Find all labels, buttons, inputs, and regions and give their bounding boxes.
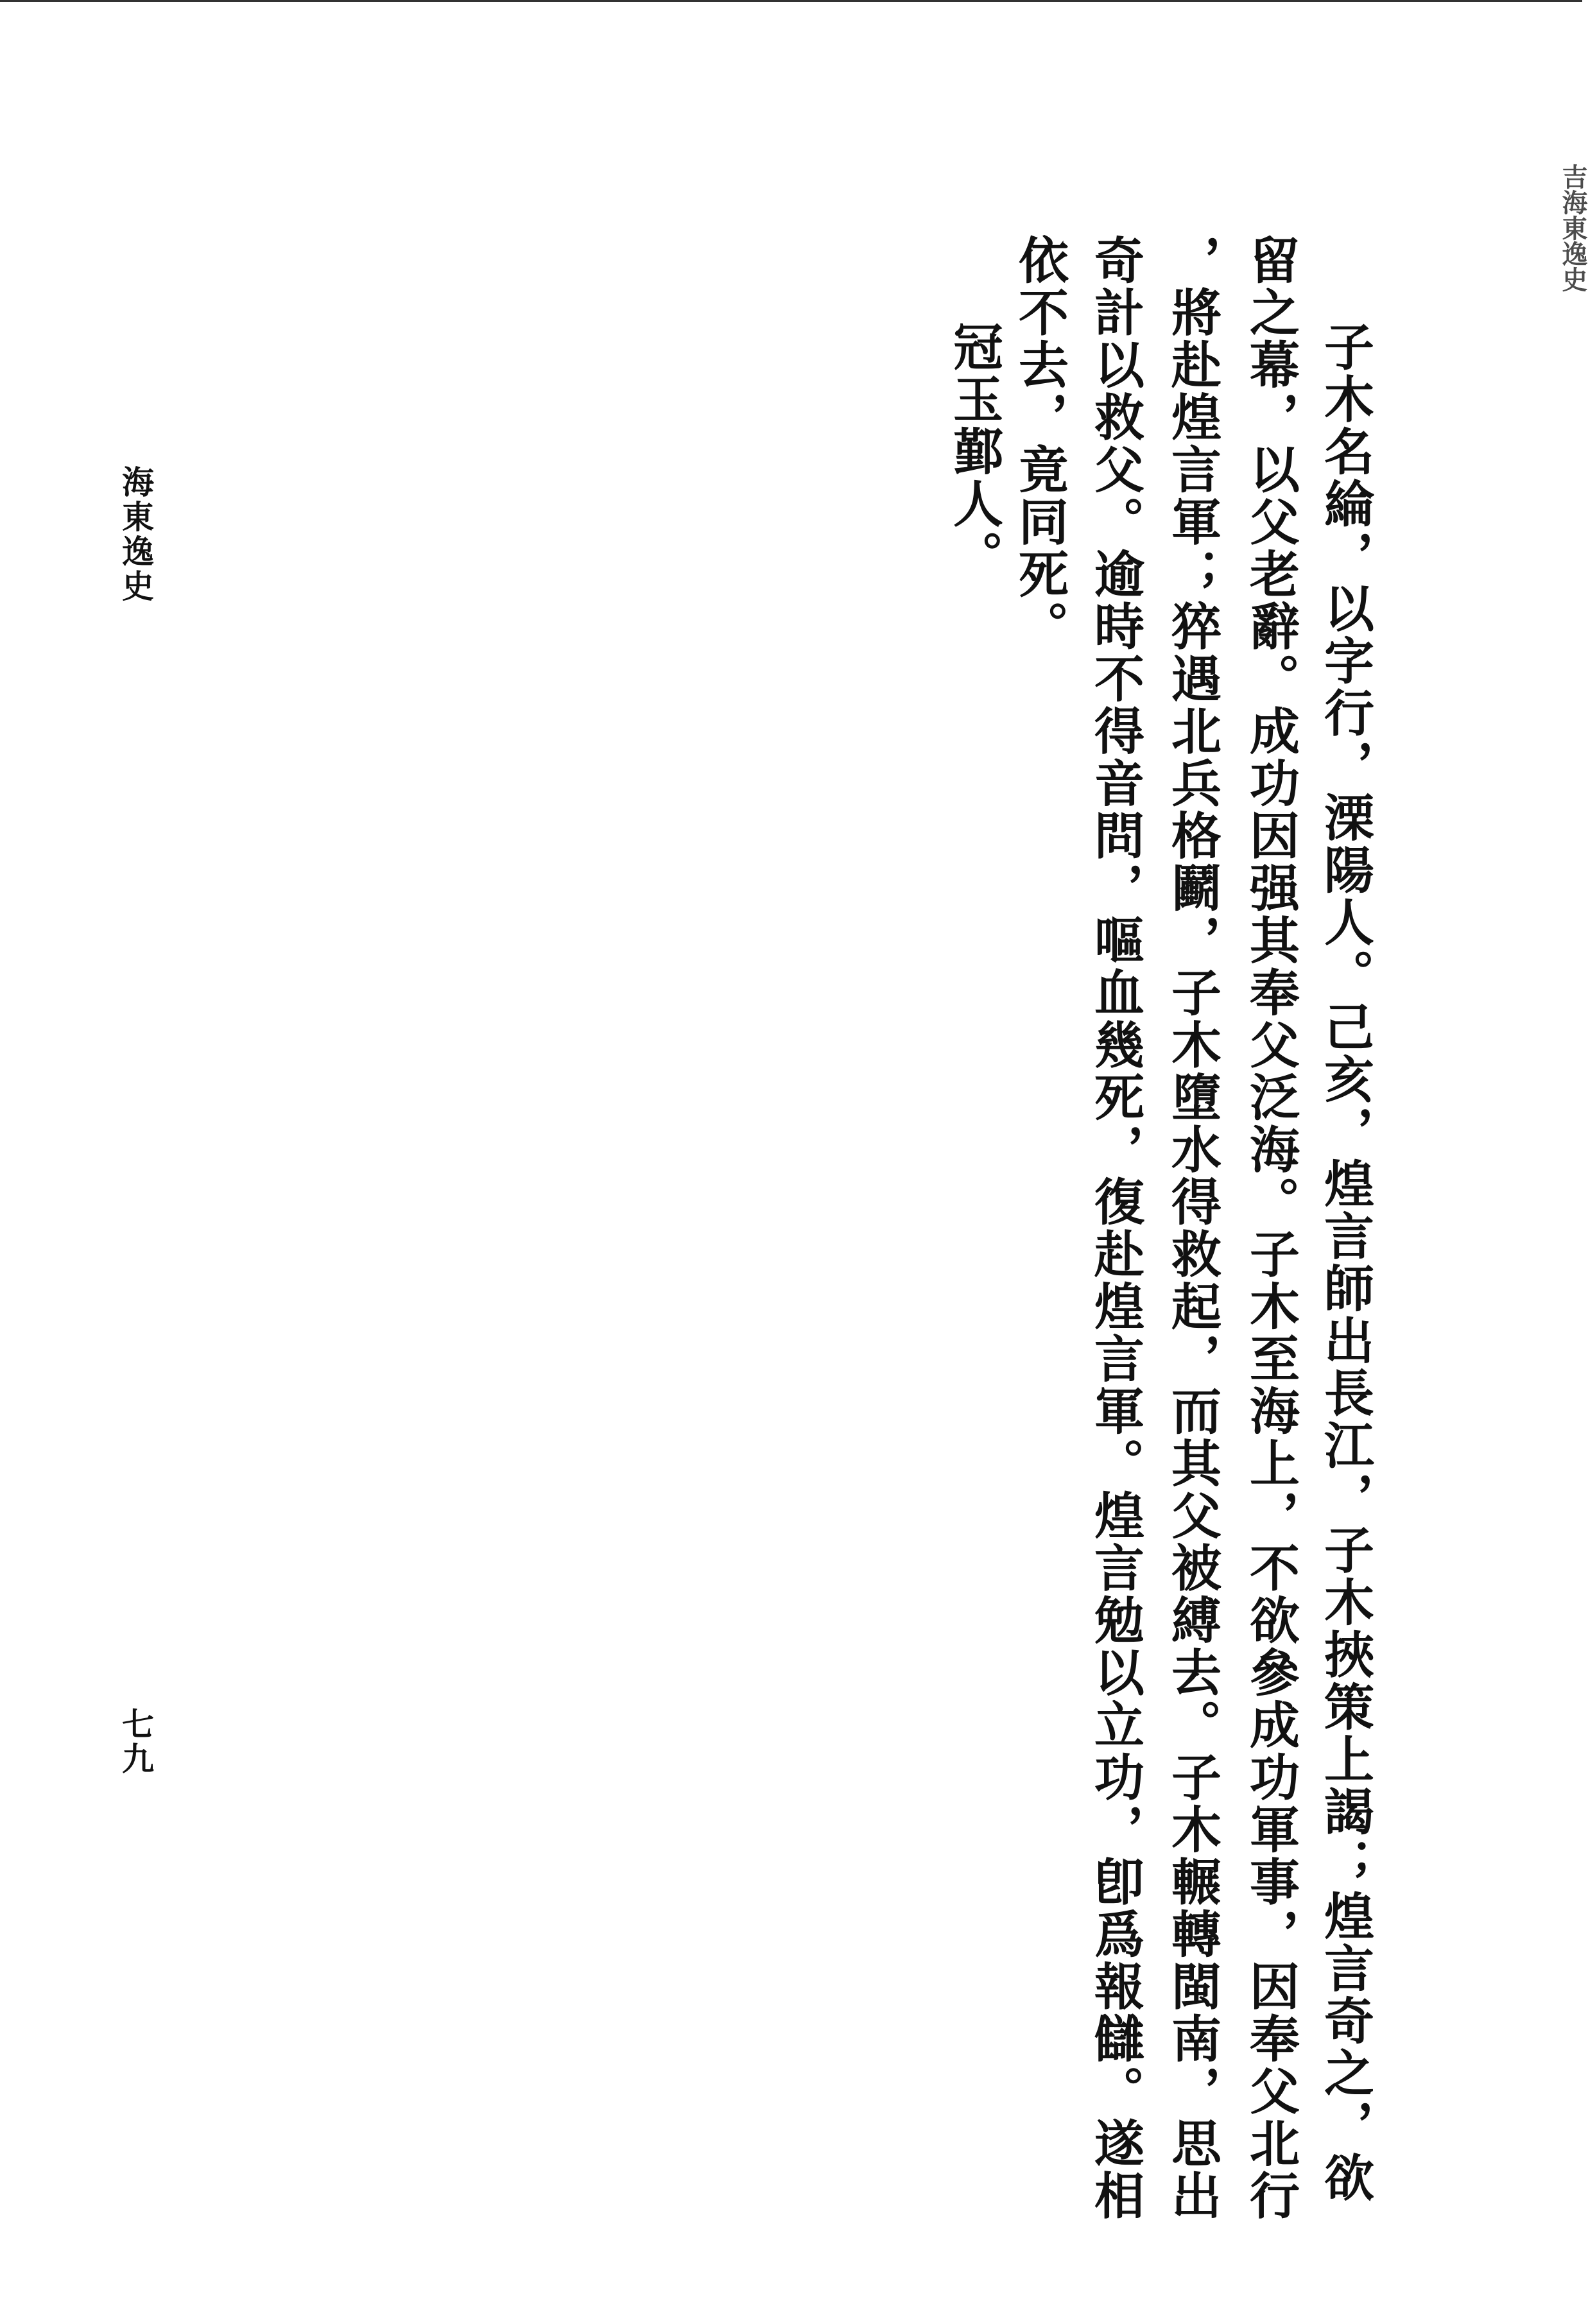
text-column-6: 冠玉鄞人。 [945,321,1003,583]
text-column-5: 依不去，竟同死。 [1010,234,1069,653]
text-column-4: 奇計以救父。逾時不得音問，嘔血幾死，復赴煌言軍。煌言勉以立功，卽爲報讎。遂相 [1086,234,1144,2222]
page-number: 七九 [117,1707,155,1777]
book-title: 海東逸史 [117,465,155,604]
adjacent-page-edge-text [1558,164,1588,497]
edge-text: 吉海東逸史 [1558,164,1588,292]
text-column-3: ，將赴煌言軍；猝遇北兵格鬬，子木墮水得救起，而其父被縛去。子木輾轉閩南，思出 [1163,234,1221,2222]
text-column-1: 子木名綸，以字行，溧陽人。己亥，煌言師出長江，子木挾策上謁；煌言奇之，欲 [1316,321,1374,2204]
text-column-2: 留之幕，以父老辭。成功因强其奉父泛海。子木至海上，不欲參成功軍事，因奉父北行 [1241,234,1300,2222]
page-top-border [0,0,1582,2]
